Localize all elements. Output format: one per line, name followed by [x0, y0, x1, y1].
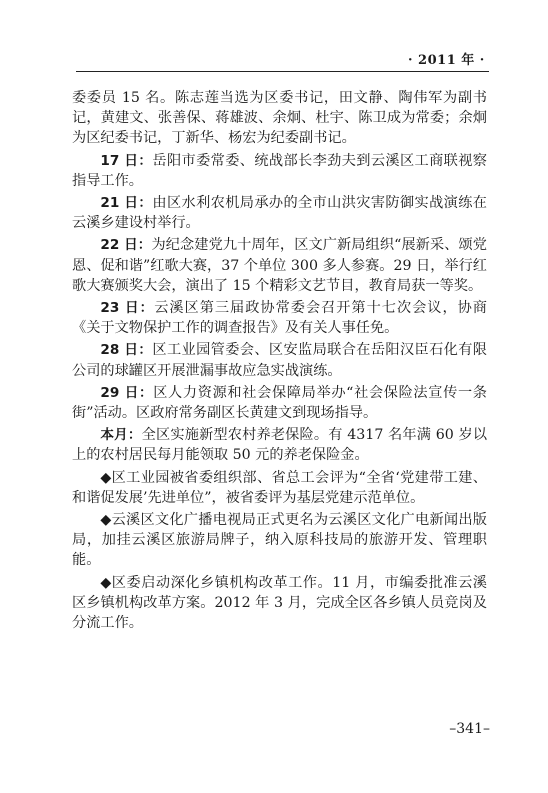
paragraph-text: ◆区委启动深化乡镇机构改革工作。11 月，市编委批准云溪区乡镇机构改革方案。2012 年 3 月，完成全区各乡镇人员竞岗及分流工作。 — [72, 574, 487, 632]
paragraph-text: 区工业园管委会、区安监局联合在岳阳汉臣石化有限公司的球罐区开展泄漏事故应急实战演练。 — [72, 342, 487, 379]
paragraph-11 — [72, 573, 487, 634]
header-rule — [76, 71, 489, 72]
paragraph-text: 云溪区第三届政协常委会召开第十七次会议，协商《关于文物保护工作的调查报告》及有关人事任免。 — [72, 300, 487, 337]
date-label: 22 日： — [100, 237, 152, 254]
date-label: 本月： — [100, 427, 142, 444]
paragraph-9 — [72, 468, 487, 508]
paragraph-2 — [72, 151, 487, 191]
paragraph-text: 委委员 15 名。陈志莲当选为区委书记，田文静、陶伟军为副书记，黄建文、张善保、蒋雄波、余炯、杜宇、陈卫成为常委；余炯为区纪委书记，丁新华、杨宏为纪委副书记。 — [72, 90, 487, 147]
paragraph-6 — [72, 340, 487, 380]
paragraph-10 — [72, 510, 487, 571]
running-header-year: · 2011 年 · — [408, 53, 485, 68]
paragraph-4 — [72, 235, 487, 296]
paragraph-text: 区人力资源和社会保障局举办“社会保险法宣传一条街”活动。区政府常务副区长黄建文到现场指导。 — [72, 384, 487, 422]
paragraph-text: ◆云溪区文化广播电视局正式更名为云溪区文化广电新闻出版局，加挂云溪区旅游局牌子，纳入原科技局的旅游开发、管理职能。 — [72, 512, 487, 569]
paragraph-text: 由区水利农机局承办的全市山洪灾害防御实战演练在云溪乡建设村举行。 — [72, 195, 487, 232]
date-label: 28 日： — [100, 342, 153, 359]
paragraph-text: 全区实施新型农村养老保险。有 4317 名年满 60 岁以上的农村居民每月能领取 50 元的养老保险金。 — [72, 427, 488, 464]
date-label: 23 日： — [100, 300, 155, 317]
page-number: –341– — [449, 721, 490, 737]
paragraph-8 — [72, 425, 487, 465]
paragraph-text: 岳阳市委常委、统战部长李劲夫到云溪区工商联视察指导工作。 — [72, 152, 487, 189]
page-body — [72, 88, 487, 633]
paragraph-5 — [72, 298, 487, 338]
paragraph-text: ◆区工业园被省委组织部、省总工会评为“全省‘党建带工建、和谐促发展’先进单位”，被省委评为基层党建示范单位。 — [72, 469, 487, 506]
paragraph-text: 为纪念建党九十周年，区文广新局组织“展新采、颂党恩、促和谐”红歌大赛，37 个单位 300 多人参赛。29 日，举行红歌大赛颁奖大会，演出了 15 个精彩文艺节目，教育局获一等奖。 — [72, 237, 487, 294]
date-label: 29 日： — [100, 384, 154, 401]
paragraph-3 — [72, 193, 487, 233]
paragraph-1 — [72, 88, 487, 149]
paragraph-7 — [72, 383, 487, 423]
date-label: 17 日： — [100, 152, 153, 169]
date-label: 21 日： — [100, 195, 153, 212]
